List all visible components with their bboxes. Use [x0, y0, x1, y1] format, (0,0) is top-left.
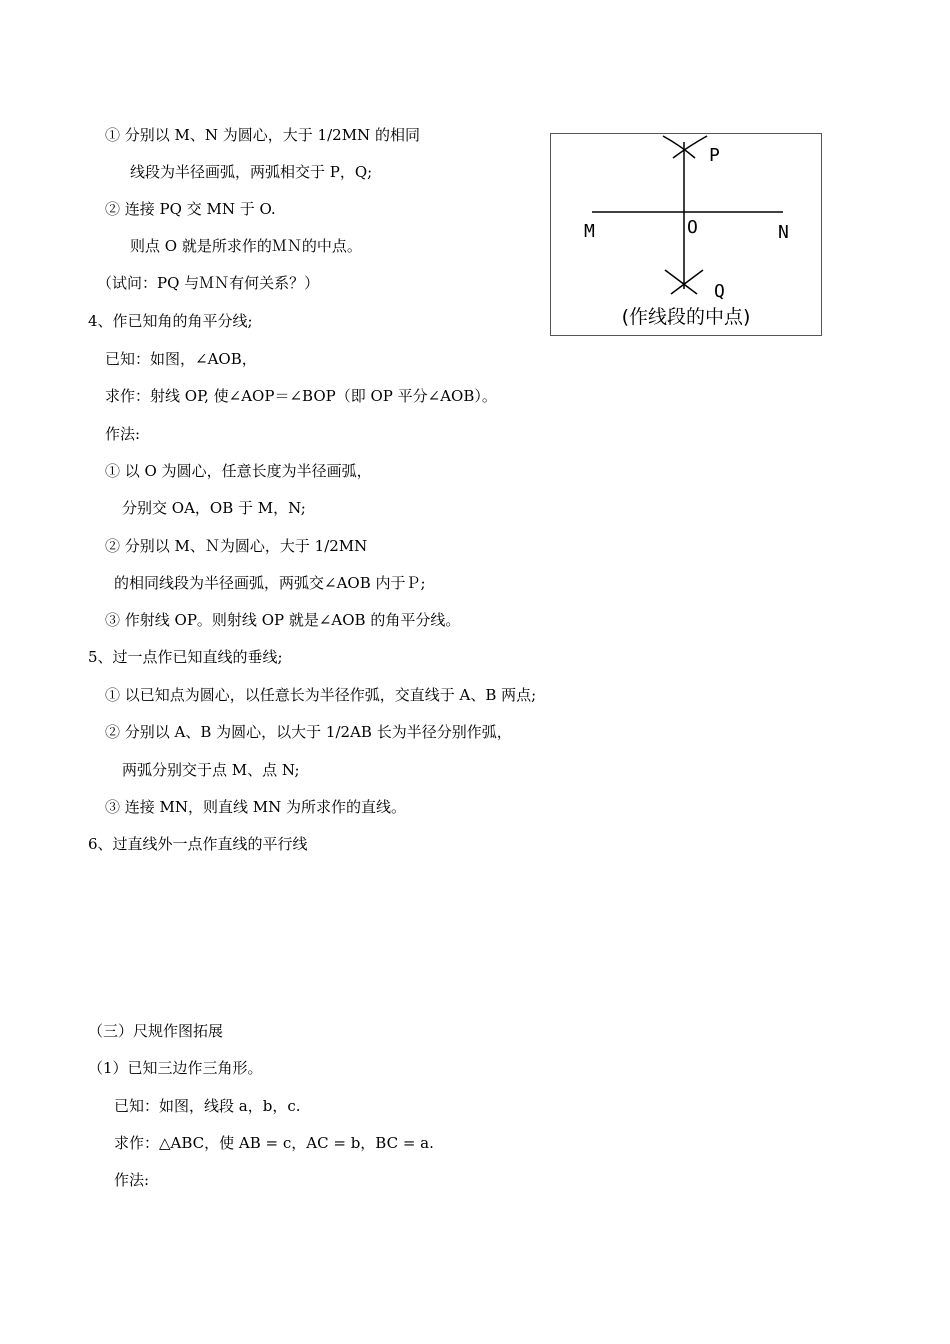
label-q: Q — [714, 281, 725, 302]
text-line-23: 已知：如图，线段 a，b，c. — [114, 1097, 301, 1115]
label-n: N — [778, 222, 789, 243]
text-line-19: ③ 连接 MN，则直线 MN 为所求作的直线。 — [105, 798, 407, 816]
text-line-24: 求作：△ABC，使 AB = c，AC = b，BC = a. — [114, 1134, 434, 1152]
text-line-7: 已知：如图，∠AOB， — [105, 350, 257, 368]
text-line-16: ① 以已知点为圆心，以任意长为半径作弧，交直线于 A、B 两点; — [105, 686, 537, 704]
label-o: O — [687, 217, 698, 238]
text-line-3: ② 连接 PQ 交 MN 于 O. — [105, 200, 276, 218]
text-line-12: ② 分别以 M、Ｎ为圆心，大于 1/2MN — [105, 537, 368, 555]
section-heading-4: 4、作已知角的角平分线; — [88, 312, 253, 330]
text-line-10: ① 以 O 为圆心，任意长度为半径画弧， — [105, 462, 372, 480]
text-line-17: ② 分别以 A、B 为圆心，以大于 1/2AB 长为半径分别作弧， — [105, 723, 512, 741]
text-line-14: ③ 作射线 OP。则射线 OP 就是∠AOB 的角平分线。 — [105, 611, 461, 629]
text-line-25: 作法: — [114, 1171, 150, 1189]
text-line-5: （试问：PQ 与ＭＮ有何关系？） — [97, 274, 320, 292]
subsection-heading-1: （1）已知三边作三角形。 — [88, 1059, 263, 1077]
text-line-1: ① 分别以 M、N 为圆心，大于 1/2MN 的相同 — [105, 126, 420, 144]
text-line-8: 求作：射线 OP, 使∠AOP＝∠BOP（即 OP 平分∠AOB）。 — [105, 387, 497, 405]
label-m: M — [584, 221, 595, 242]
section-heading-3: （三）尺规作图拓展 — [88, 1022, 224, 1040]
arc-top-left — [663, 136, 695, 158]
text-line-9: 作法: — [105, 425, 141, 443]
arc-bottom-right — [671, 270, 703, 294]
figure-caption: (作线段的中点) — [621, 306, 751, 328]
section-heading-5: 5、过一点作已知直线的垂线; — [88, 648, 283, 666]
text-line-4: 则点 O 就是所求作的ＭＮ的中点。 — [130, 237, 362, 255]
text-line-18: 两弧分别交于点 M、点 N; — [122, 761, 300, 779]
section-heading-6: 6、过直线外一点作直线的平行线 — [88, 835, 308, 853]
midpoint-construction-figure — [550, 133, 822, 336]
text-line-2: 线段为半径画弧，两弧相交于 P，Q; — [130, 163, 373, 181]
text-line-13: 的相同线段为半径画弧，两弧交∠AOB 内于Ｐ; — [114, 574, 426, 592]
text-line-11: 分别交 OA，OB 于 M，N; — [122, 499, 306, 517]
arc-bottom-left — [665, 270, 697, 294]
label-p: P — [709, 145, 720, 166]
